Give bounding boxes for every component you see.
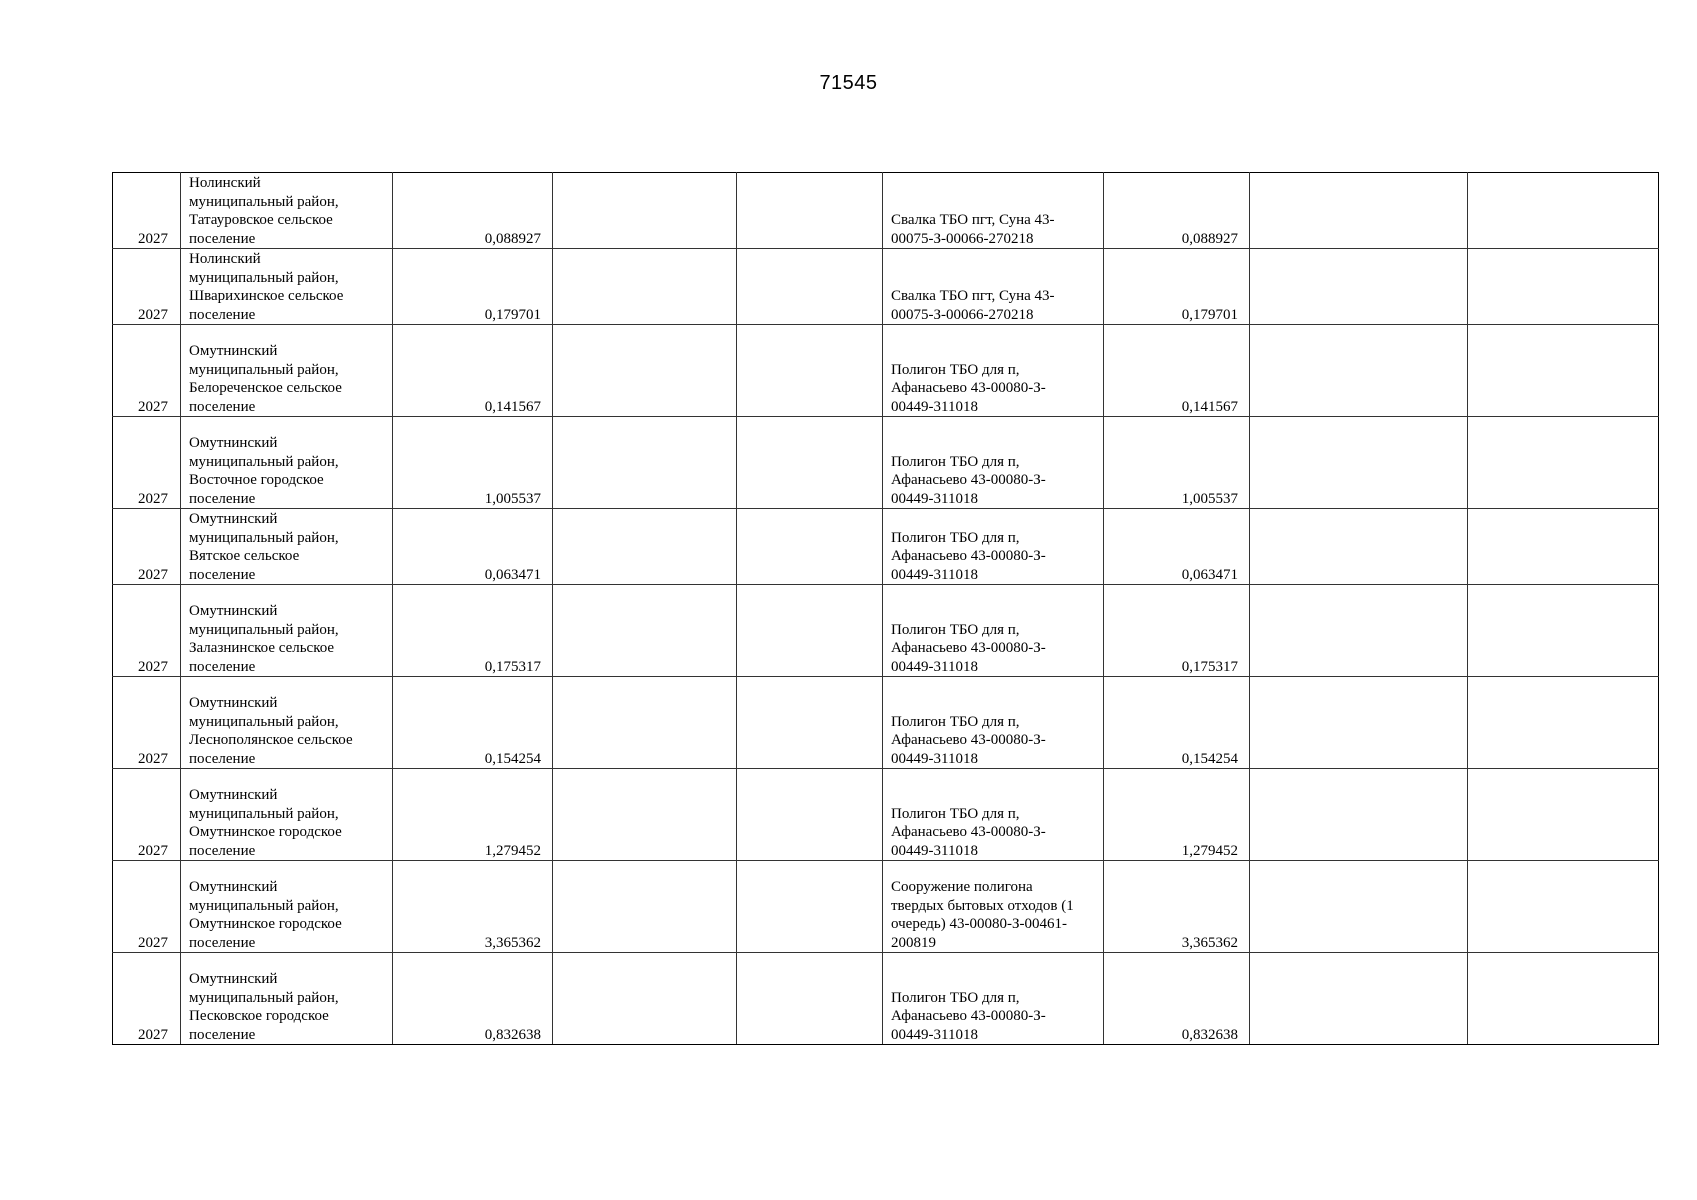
empty-cell xyxy=(737,677,883,769)
table-row xyxy=(113,769,1659,861)
empty-cell xyxy=(1468,509,1659,585)
year-cell xyxy=(113,861,181,953)
year-cell-text: 2027 xyxy=(138,230,168,247)
municipality-cell xyxy=(181,249,393,325)
site-volume-cell xyxy=(1104,249,1250,325)
site-volume-cell-text: 0,141567 xyxy=(1181,398,1238,415)
empty-cell xyxy=(1250,173,1468,249)
volume-cell-text: 0,154254 xyxy=(484,750,541,767)
municipality-cell xyxy=(181,861,393,953)
volume-cell xyxy=(393,417,553,509)
empty-cell xyxy=(737,769,883,861)
volume-cell-text: 1,005537 xyxy=(484,490,541,507)
site-volume-cell xyxy=(1104,953,1250,1045)
year-cell xyxy=(113,417,181,509)
table-row xyxy=(113,509,1659,585)
year-cell-text: 2027 xyxy=(138,1026,168,1043)
disposal-site-cell xyxy=(883,509,1104,585)
municipality-cell-text: Нолинский муниципальный район, Шварихинское сельское поселение xyxy=(189,251,344,323)
empty-cell xyxy=(737,325,883,417)
empty-cell xyxy=(1468,861,1659,953)
empty-cell xyxy=(1250,249,1468,325)
empty-cell xyxy=(1468,249,1659,325)
municipality-cell xyxy=(181,585,393,677)
year-cell-text: 2027 xyxy=(138,566,168,583)
disposal-site-cell xyxy=(883,417,1104,509)
table-row xyxy=(113,249,1659,325)
empty-cell xyxy=(553,417,737,509)
empty-cell xyxy=(1468,953,1659,1045)
site-volume-cell-text: 3,365362 xyxy=(1181,934,1238,951)
municipality-cell xyxy=(181,953,393,1045)
empty-cell xyxy=(1468,677,1659,769)
table-row xyxy=(113,861,1659,953)
empty-cell xyxy=(737,417,883,509)
site-volume-cell xyxy=(1104,509,1250,585)
empty-cell xyxy=(1250,861,1468,953)
disposal-site-cell-text: Свалка ТБО пгт, Суна 43- 00075-З-00066-270218 xyxy=(891,288,1055,323)
disposal-site-cell xyxy=(883,325,1104,417)
empty-cell xyxy=(553,677,737,769)
volume-cell xyxy=(393,677,553,769)
disposal-site-cell xyxy=(883,249,1104,325)
volume-cell-text: 0,088927 xyxy=(484,230,541,247)
site-volume-cell-text: 1,279452 xyxy=(1181,842,1238,859)
empty-cell xyxy=(1468,769,1659,861)
year-cell-text: 2027 xyxy=(138,934,168,951)
empty-cell xyxy=(553,509,737,585)
disposal-site-cell-text: Полигон ТБО для п, Афанасьево 43-00080-З- 00449-311018 xyxy=(891,529,1046,583)
empty-cell xyxy=(737,509,883,585)
table-row xyxy=(113,677,1659,769)
empty-cell xyxy=(553,585,737,677)
empty-cell xyxy=(1250,509,1468,585)
table-row xyxy=(113,325,1659,417)
site-volume-cell-text: 0,179701 xyxy=(1181,306,1238,323)
volume-cell xyxy=(393,173,553,249)
year-cell xyxy=(113,953,181,1045)
municipality-cell-text: Омутнинский муниципальный район, Омутнинское городское поселение xyxy=(189,879,342,951)
site-volume-cell-text: 0,832638 xyxy=(1181,1026,1238,1043)
site-volume-cell-text: 0,088927 xyxy=(1181,230,1238,247)
empty-cell xyxy=(553,173,737,249)
empty-cell xyxy=(737,953,883,1045)
volume-cell-text: 1,279452 xyxy=(484,842,541,859)
empty-cell xyxy=(737,861,883,953)
table-body xyxy=(113,173,1659,1045)
empty-cell xyxy=(553,249,737,325)
disposal-site-cell-text: Свалка ТБО пгт, Суна 43- 00075-З-00066-270218 xyxy=(891,212,1055,247)
site-volume-cell xyxy=(1104,585,1250,677)
volume-cell xyxy=(393,861,553,953)
empty-cell xyxy=(1250,677,1468,769)
table-row xyxy=(113,585,1659,677)
table-row xyxy=(113,953,1659,1045)
volume-cell-text: 0,063471 xyxy=(484,566,541,583)
year-cell-text: 2027 xyxy=(138,490,168,507)
site-volume-cell xyxy=(1104,769,1250,861)
year-cell-text: 2027 xyxy=(138,750,168,767)
municipality-cell xyxy=(181,325,393,417)
municipality-cell-text: Омутнинский муниципальный район, Восточное городское поселение xyxy=(189,435,339,507)
municipality-cell-text: Омутнинский муниципальный район, Омутнинское городское поселение xyxy=(189,787,342,859)
year-cell-text: 2027 xyxy=(138,658,168,675)
volume-cell-text: 0,179701 xyxy=(484,306,541,323)
disposal-site-cell xyxy=(883,677,1104,769)
year-cell-text: 2027 xyxy=(138,842,168,859)
municipality-cell xyxy=(181,417,393,509)
site-volume-cell xyxy=(1104,417,1250,509)
table-row xyxy=(113,417,1659,509)
site-volume-cell-text: 0,063471 xyxy=(1181,566,1238,583)
volume-cell-text: 0,175317 xyxy=(484,658,541,675)
disposal-site-cell-text: Полигон ТБО для п, Афанасьево 43-00080-З- 00449-311018 xyxy=(891,361,1046,415)
municipality-cell xyxy=(181,509,393,585)
empty-cell xyxy=(1468,417,1659,509)
municipality-cell-text: Омутнинский муниципальный район, Белореченское сельское поселение xyxy=(189,343,342,415)
volume-cell-text: 3,365362 xyxy=(484,934,541,951)
disposal-site-cell-text: Полигон ТБО для п, Афанасьево 43-00080-З- 00449-311018 xyxy=(891,713,1046,767)
disposal-site-cell xyxy=(883,861,1104,953)
volume-cell xyxy=(393,325,553,417)
disposal-site-cell-text: Сооружение полигона твердых бытовых отходов (1 очередь) 43-00080-З-00461- 200819 xyxy=(891,879,1074,951)
site-volume-cell xyxy=(1104,173,1250,249)
municipality-cell xyxy=(181,173,393,249)
empty-cell xyxy=(1250,417,1468,509)
data-table xyxy=(112,172,1659,1045)
site-volume-cell-text: 1,005537 xyxy=(1181,490,1238,507)
disposal-site-cell-text: Полигон ТБО для п, Афанасьево 43-00080-З- 00449-311018 xyxy=(891,621,1046,675)
municipality-cell-text: Омутнинский муниципальный район, Леснополянское сельское поселение xyxy=(189,695,353,767)
year-cell-text: 2027 xyxy=(138,398,168,415)
empty-cell xyxy=(553,325,737,417)
empty-cell xyxy=(553,769,737,861)
empty-cell xyxy=(1468,325,1659,417)
empty-cell xyxy=(737,173,883,249)
municipality-cell xyxy=(181,769,393,861)
year-cell xyxy=(113,585,181,677)
empty-cell xyxy=(737,585,883,677)
table-row xyxy=(113,173,1659,249)
empty-cell xyxy=(1250,325,1468,417)
volume-cell xyxy=(393,249,553,325)
site-volume-cell xyxy=(1104,861,1250,953)
volume-cell xyxy=(393,509,553,585)
page-number: 71545 xyxy=(819,72,878,94)
site-volume-cell xyxy=(1104,325,1250,417)
disposal-site-cell xyxy=(883,769,1104,861)
volume-cell xyxy=(393,953,553,1045)
disposal-site-cell-text: Полигон ТБО для п, Афанасьево 43-00080-З- 00449-311018 xyxy=(891,453,1046,507)
year-cell xyxy=(113,509,181,585)
empty-cell xyxy=(1250,769,1468,861)
site-volume-cell-text: 0,175317 xyxy=(1181,658,1238,675)
year-cell xyxy=(113,677,181,769)
empty-cell xyxy=(553,861,737,953)
year-cell xyxy=(113,325,181,417)
empty-cell xyxy=(1250,585,1468,677)
volume-cell xyxy=(393,585,553,677)
year-cell xyxy=(113,249,181,325)
year-cell-text: 2027 xyxy=(138,306,168,323)
municipality-cell-text: Омутнинский муниципальный район, Вятское сельское поселение xyxy=(189,511,339,583)
disposal-site-cell xyxy=(883,953,1104,1045)
empty-cell xyxy=(1250,953,1468,1045)
site-volume-cell-text: 0,154254 xyxy=(1181,750,1238,767)
volume-cell xyxy=(393,769,553,861)
empty-cell xyxy=(737,249,883,325)
year-cell xyxy=(113,769,181,861)
municipality-cell-text: Нолинский муниципальный район, Татауровское сельское поселение xyxy=(189,175,339,247)
empty-cell xyxy=(553,953,737,1045)
disposal-site-cell xyxy=(883,585,1104,677)
volume-cell-text: 0,832638 xyxy=(484,1026,541,1043)
volume-cell-text: 0,141567 xyxy=(484,398,541,415)
municipality-cell-text: Омутнинский муниципальный район, Залазнинское сельское поселение xyxy=(189,603,339,675)
disposal-site-cell-text: Полигон ТБО для п, Афанасьево 43-00080-З- 00449-311018 xyxy=(891,989,1046,1043)
disposal-site-cell-text: Полигон ТБО для п, Афанасьево 43-00080-З- 00449-311018 xyxy=(891,805,1046,859)
empty-cell xyxy=(1468,585,1659,677)
site-volume-cell xyxy=(1104,677,1250,769)
disposal-site-cell xyxy=(883,173,1104,249)
empty-cell xyxy=(1468,173,1659,249)
municipality-cell-text: Омутнинский муниципальный район, Песковское городское поселение xyxy=(189,971,339,1043)
year-cell xyxy=(113,173,181,249)
municipality-cell xyxy=(181,677,393,769)
